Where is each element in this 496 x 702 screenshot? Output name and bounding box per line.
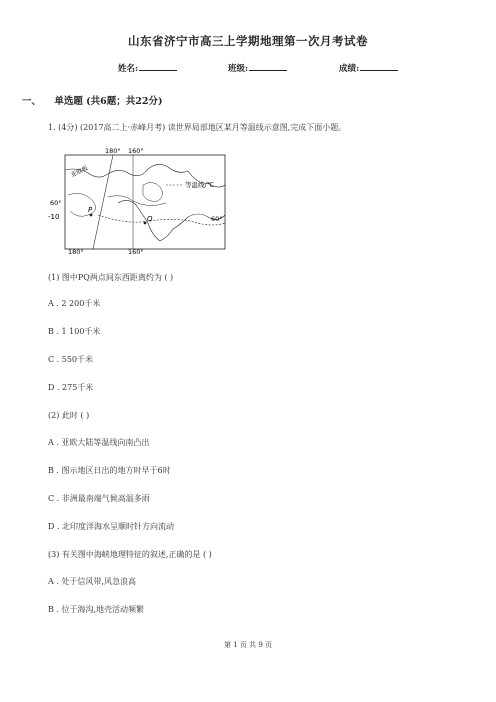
left-label-minus10: -10 xyxy=(48,213,60,221)
class-field xyxy=(228,62,287,74)
subquestion-2-option-a[interactable]: A . 亚欧大陆等温线向南凸出 xyxy=(48,438,150,447)
page-footer: 第 1 页 共 9 页 xyxy=(223,641,273,649)
score-label: 成绩: xyxy=(339,64,360,74)
isotherm-map-figure xyxy=(48,145,238,255)
sea-label: 亚欧板 xyxy=(69,164,90,179)
class-blank xyxy=(249,62,287,71)
map-frame xyxy=(65,155,225,249)
subquestion-1-option-d[interactable]: D . 275千米 xyxy=(48,383,94,392)
subquestion-1-option-b[interactable]: B . 1 100千米 xyxy=(48,327,101,336)
score-field xyxy=(339,62,398,74)
coastline-south xyxy=(118,200,225,241)
subquestion-1-option-a[interactable]: A . 2 200千米 xyxy=(48,299,101,308)
point-p-marker xyxy=(90,214,93,217)
right-label-60: 60° xyxy=(211,215,223,223)
bottom-label-180: 180° xyxy=(68,248,84,255)
name-blank xyxy=(139,62,177,71)
question-stem: 1. (4分) (2017高二上·赤峰月考) 读世界局部地区某月等温线示意图,完成下面小题。 xyxy=(48,123,347,132)
isotherm-dashed-line xyxy=(98,215,225,225)
isotherm-line-center xyxy=(108,196,166,206)
subquestion-3-option-a[interactable]: A . 处于信风带,风急浪高 xyxy=(48,577,136,586)
left-label-60: 60° xyxy=(50,199,62,207)
bottom-label-160: 160° xyxy=(128,248,144,255)
name-label: 姓名: xyxy=(118,64,139,74)
subquestion-2-option-d[interactable]: D . 北印度洋海水呈顺时针方向流动 xyxy=(48,522,175,531)
subquestion-3-stem: (3) 有关图中海峡地理特征的叙述,正确的是 ( ) xyxy=(48,550,212,559)
subquestion-2-option-c[interactable]: C . 非洲最南端气候高温多雨 xyxy=(48,494,150,503)
name-field xyxy=(118,62,177,74)
subquestion-2-stem: (2) 此时 ( ) xyxy=(48,411,90,420)
subquestion-2-option-b[interactable]: B . 图示地区日出的地方时早于6时 xyxy=(48,466,171,475)
subquestion-3-option-b[interactable]: B . 位于海沟,地壳活动频繁 xyxy=(48,605,145,614)
subquestion-1-stem: (1) 图中PQ两点间东西距离约为 ( ) xyxy=(48,273,174,282)
section-number: 一、 xyxy=(22,96,42,107)
score-blank xyxy=(360,62,398,71)
section-heading xyxy=(22,93,162,107)
point-q-marker xyxy=(144,222,147,225)
top-label-180: 180° xyxy=(105,147,121,155)
class-label: 班级: xyxy=(228,64,249,74)
point-q-label: Q xyxy=(147,215,153,223)
page-title: 山东省济宁市高三上学期地理第一次月考试卷 xyxy=(128,34,368,48)
section-title: 单选题 (共6题；共22分) xyxy=(54,96,163,107)
landmass-outline xyxy=(143,182,163,201)
point-p-label: P xyxy=(88,206,93,214)
meridian-180-line xyxy=(93,155,113,249)
legend-label: 等温线/℃ xyxy=(185,181,214,189)
subquestion-1-option-c[interactable]: C . 550千米 xyxy=(48,355,94,364)
top-label-160: 160° xyxy=(128,147,144,155)
